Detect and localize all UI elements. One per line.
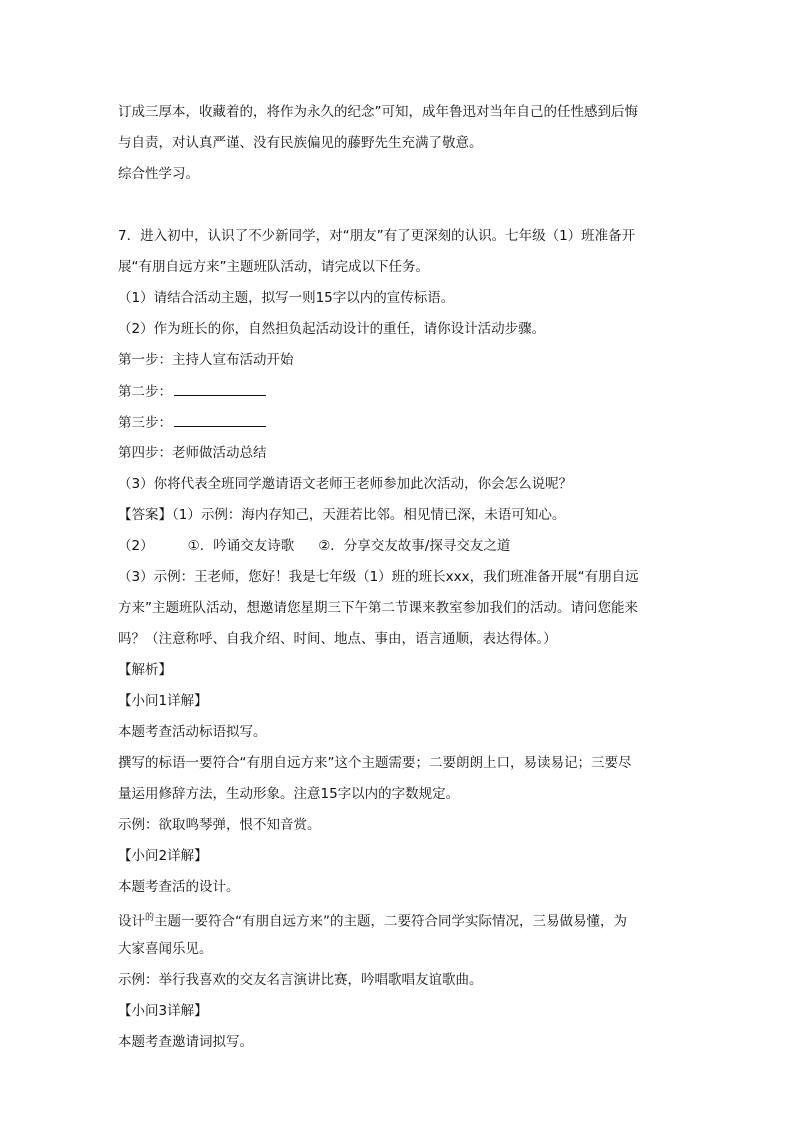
analysis-text: 量运用修辞方法，生动形象。注意15字以内的字数规定。 [118, 786, 460, 802]
step-line [118, 412, 266, 433]
answer-item: ①．吟诵交友诗歌 [187, 538, 295, 554]
step-line [118, 381, 266, 402]
answer-line: 方来”主题班队活动，想邀请您星期三下午第二节课来教室参加我们的活动。请问您能来 [118, 600, 638, 616]
sub-question: （2）作为班长的你，自然担负起活动设计的重任，请你设计活动步骤。 [118, 321, 546, 337]
answer-line [118, 536, 510, 556]
analysis-text: 本题考查活的设计。 [118, 879, 240, 895]
analysis-text: 示例：举行我喜欢的交友名言演讲比赛，吟唱歌唱友谊歌曲。 [118, 972, 483, 988]
analysis-text: 本题考查邀请词拟写。 [118, 1034, 253, 1050]
question-text: 7．进入初中，认识了不少新同学，对“朋友”有了更深刻的认识。七年级（1）班准备开 [118, 228, 636, 244]
analysis-subheading: 【小问3详解】 [118, 1003, 208, 1019]
analysis-text: 撰写的标语一要符合“有朋自远方来”这个主题需要；二要朗朗上口，易读易记；三要尽 [118, 755, 632, 771]
text-line: 订成三厚本，收藏着的，将作为永久的纪念”可知，成年鲁迅对当年自己的任性感到后悔 [118, 104, 638, 120]
answer-blank [174, 381, 266, 396]
answer-blank [174, 412, 266, 427]
analysis-text: 大家喜闻乐见。 [118, 941, 213, 957]
answer-number: （2） [118, 538, 154, 554]
analysis-subheading: 【小问2详解】 [118, 848, 208, 864]
step-line: 第四步：老师做活动总结 [118, 445, 267, 461]
answer-line: 【答案】（1）示例：海内存知己，天涯若比邻。相见情已深，未语可知心。 [118, 507, 566, 523]
sub-question: （3）你将代表全班同学邀请语文老师王老师参加此次活动，你会怎么说呢？ [118, 476, 573, 492]
step-line: 第一步：主持人宣布活动开始 [118, 352, 294, 368]
answer-item: ②．分享交友故事/探寻交友之道 [318, 538, 511, 554]
text-line: 与自责，对认真严谨、没有民族偏见的藤野先生充满了敬意。 [118, 135, 483, 151]
sub-question: （1）请结合活动主题，拟写一则15字以内的宣传标语。 [118, 290, 455, 306]
analysis-text: 示例：欲取鸣琴弹，恨不知音赏。 [118, 817, 321, 833]
answer-line: （3）示例：王老师，您好！我是七年级（1）班的班长xxx，我们班准备开展“有朋自远 [118, 569, 639, 585]
section-heading: 综合性学习。 [118, 166, 199, 182]
question-text: 展“有朋自远方来”主题班队活动，请完成以下任务。 [118, 259, 429, 275]
analysis-heading: 【解析】 [118, 662, 172, 678]
analysis-text: 本题考查活动标语拟写。 [118, 724, 267, 740]
step-label: 第三步： [118, 415, 172, 431]
answer-line: 吗？（注意称呼、自我介绍、时间、地点、事由，语言通顺，表达得体。） [118, 631, 557, 647]
analysis-subheading: 【小问1详解】 [118, 693, 208, 709]
step-label: 第二步： [118, 384, 172, 400]
analysis-text: 设计$^的$主题一要符合“有朋自远方来”的主题，二要符合同学实际情况，三易做易懂，为 [118, 913, 628, 930]
